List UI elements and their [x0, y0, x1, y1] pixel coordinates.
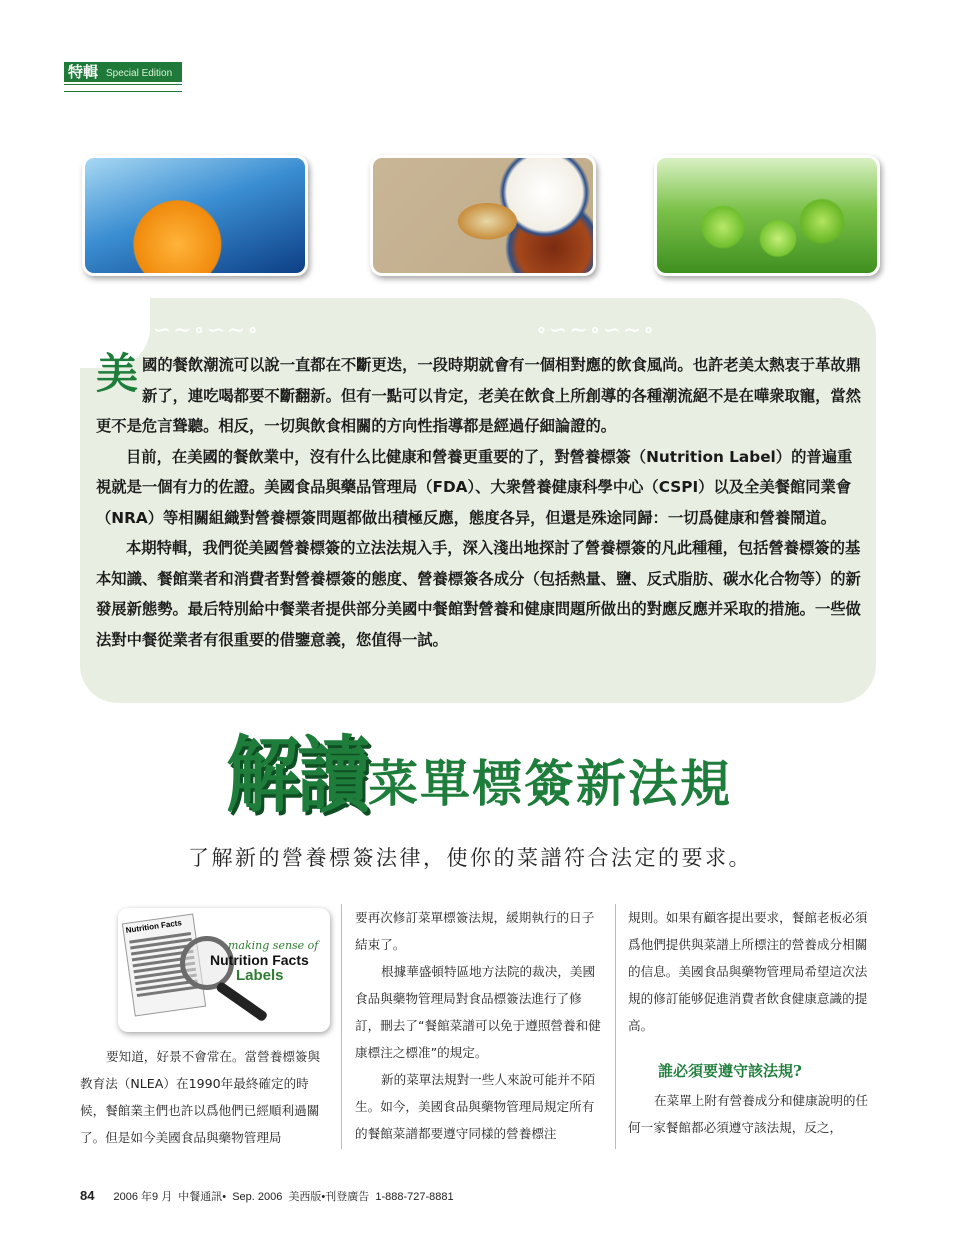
swirl-ornament-right: ∘∽∼∘∽∼∘ — [536, 318, 657, 343]
green-grapes-photo — [654, 155, 880, 276]
column-2-paragraph-2: 根據華盛頓特區地方法院的裁决，美國食品與藥物管理局對食品標簽法進行了修訂，刪去了“餐館菜譜可以免于遵照營養和健康標注之標准”的規定。 — [355, 964, 601, 1060]
magnifier-handle — [215, 981, 268, 1022]
column-1 — [80, 1043, 330, 1151]
article-subtitle: 了解新的營養標簽法律，使你的菜譜符合法定的要求。 — [188, 846, 752, 870]
column-3-paragraph-2: 在菜單上附有營養成分和健康說明的任何一家餐館都必須遵守該法規，反之， — [628, 1093, 869, 1135]
intro-paragraph-3: 本期特輯，我們從美國營養標簽的立法法規入手，深入淺出地探討了營養標簽的凡此種種，包括營養標簽的基本知識、餐館業者和消費者對營養標簽的態度、營養標簽各成分（包括熱量、鹽、反式脂肪、碳水化合物等）的新發展新態勢。最后特別給中餐業者提供部分美國中餐館對營養和健康問題所做出的對應反應并采取的措施。一些做法對中餐從業者有很重要的借鑒意義，您值得一試。 — [96, 539, 861, 649]
column-3-heading: 誰必須要遵守該法規? — [658, 1062, 802, 1080]
column-2 — [355, 904, 605, 1147]
drop-cap: 美 — [96, 349, 139, 398]
footer-date-en: Sep. 2006 — [232, 1191, 283, 1203]
article-title — [226, 728, 732, 838]
page-footer — [80, 1189, 457, 1204]
column-3-paragraph-1: 規則。如果有顧客提出要求，餐館老板必須爲他們提供與菜譜上所標注的營養成分相關的信息。美國食品與藥物管理局希望這次法規的修訂能够促進消費者飲食健康意識的提高。 — [628, 910, 868, 1033]
orange-splash-photo — [82, 155, 308, 276]
section-tag — [64, 62, 182, 82]
article-title-rest: 菜單標簽新法規 — [368, 754, 732, 813]
making-sense-text: making sense of — [228, 939, 319, 952]
footer-phone: 1-888-727-8881 — [375, 1191, 454, 1203]
page-number: 84 — [80, 1188, 95, 1203]
intro-paragraph-1: 美國的餐飲潮流可以說一直都在不斷更迭，一段時期就會有一個相對應的飲食風尚。也許老美太熱衷于革故鼎新了，連吃喝都要不斷翻新。但有一點可以肯定，老美在飲食上所創導的各種潮流絕不是在嘩衆取寵，當然更不是危言聳聽。相反，一切與飲食相關的方向性指導都是經過仔細論證的。 — [96, 349, 861, 435]
column-3 — [628, 904, 878, 1141]
column-divider — [615, 904, 616, 1149]
labels-text: Labels — [236, 967, 284, 984]
column-2-paragraph-3: 新的菜單法規對一些人來說可能并不陌生。如今，美國食品與藥物管理局規定所有的餐館菜譜都要遵守同樣的營養標注 — [355, 1072, 596, 1141]
section-tag-rules — [64, 84, 182, 92]
section-tag-zh: 特輯 — [68, 63, 99, 81]
footer-date-zh: 2006 年9 月 — [113, 1191, 173, 1203]
article-title-emphasis: 解讀 — [226, 727, 368, 825]
swirl-ornament-left: ∘∽∼∘∽∼∘ — [140, 318, 261, 343]
intro-text — [96, 350, 866, 655]
nutrition-label-header: Nutrition Facts — [125, 918, 183, 935]
footer-edition: 美西版•刊登廣告 — [288, 1191, 370, 1203]
nutrition-facts-image — [118, 908, 330, 1032]
column-1-paragraph: 要知道，好景不會常在。當營養標簽與教育法（NLEA）在1990年最終確定的時候，餐館業主們也許以爲他們已經順利過關了。但是如今美國食品與藥物管理局 — [80, 1049, 321, 1145]
meal-tray-photo — [370, 155, 596, 276]
intro-paragraph-2: 目前，在美國的餐飲業中，沒有什么比健康和營養更重要的了，對營養標簽（Nutrition Label）的普遍重視就是一個有力的佐證。美國食品與藥品管理局（FDA）、大衆營養健康科學中心（CSPI）以及全美餐館同業會（NRA）等相關組織對營養標簽問題都做出積極反應，態度各异，但還是殊途同歸：一切爲健康和營養鬧道。 — [96, 447, 853, 527]
column-divider — [341, 904, 342, 1149]
column-2-paragraph-1: 要再次修訂菜單標簽法規，緩期執行的日子結束了。 — [355, 910, 595, 952]
footer-publication: 中餐通訊• — [178, 1191, 227, 1203]
section-tag-en: Special Edition — [106, 68, 173, 79]
nutrition-facts-text: Nutrition Facts — [210, 952, 309, 968]
